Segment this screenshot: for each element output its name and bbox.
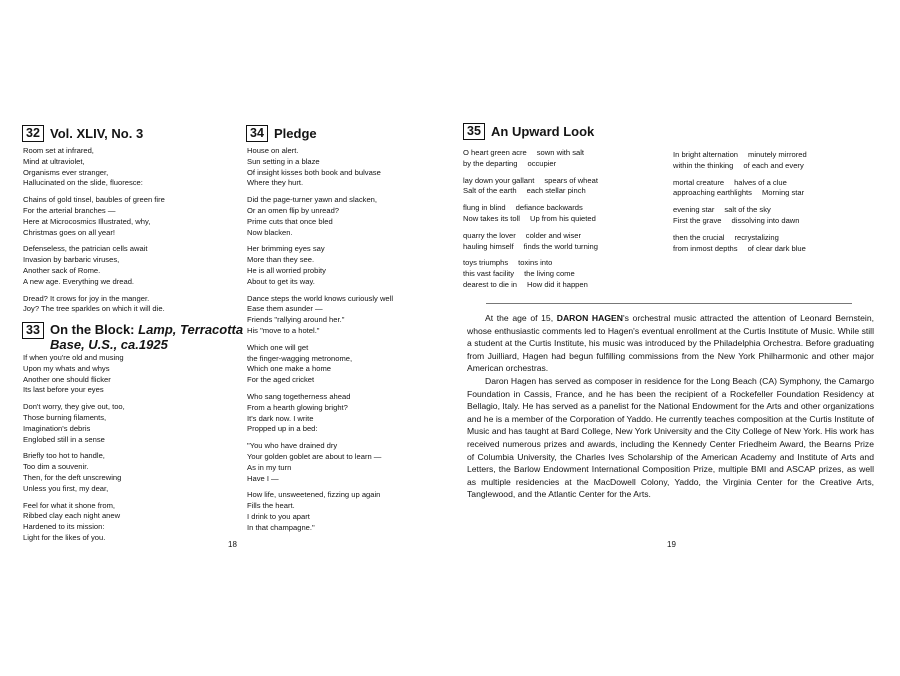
stanza [23, 402, 125, 445]
poem-line [463, 214, 598, 225]
phrase: toxins into [518, 258, 553, 268]
stanza [247, 490, 393, 533]
poem-34-heading [246, 125, 317, 142]
stanza [673, 205, 807, 227]
stanza [673, 178, 807, 200]
stanza [673, 150, 807, 172]
poem-35-right-text [673, 150, 807, 260]
divider-rule [486, 303, 852, 304]
poem-line: Dread? It crows for joy in the manger. [23, 293, 150, 303]
poem-line [463, 148, 598, 159]
poem-line: Where they hurt. [247, 178, 304, 188]
poem-line: Its last before your eyes [23, 385, 104, 395]
stanza [23, 501, 125, 544]
composer-bio [467, 312, 874, 501]
poem-33-heading [22, 322, 243, 352]
poem-line [673, 150, 807, 161]
poem-line: Dance steps the world knows curiously well [247, 293, 394, 303]
poem-34-title: Pledge [274, 126, 317, 141]
poem-line: Did the page-turner yawn and slacken, [247, 195, 378, 205]
phrase: the living come [524, 269, 575, 279]
poem-line: Propped up in a bed: [247, 424, 318, 434]
poem-line: Mind at ultraviolet, [23, 156, 85, 166]
stanza [247, 392, 393, 435]
phrase: Now takes its toll [463, 213, 520, 223]
phrase: minutely mirrored [748, 150, 807, 159]
stanza [247, 294, 393, 337]
phrase: defiance backwards [515, 203, 583, 213]
poem-line [673, 244, 807, 255]
poem-line: Hallucinated on the slide, fluoresce: [23, 178, 143, 188]
phrase: lay down your gallant [463, 175, 535, 185]
poem-35-heading [463, 123, 594, 140]
poem-line: Or an omen flip by unread? [247, 205, 340, 215]
poem-line: Another one should flicker [23, 374, 111, 384]
poem-line: Here at Microcosmics Illustrated, why, [23, 216, 151, 226]
phrase: quarry the lover [463, 230, 516, 240]
phrase: by the departing [463, 158, 518, 168]
phrase: salt of the sky [724, 205, 771, 215]
phrase: within the thinking [673, 160, 734, 170]
poem-32-text [23, 146, 165, 321]
phrase: sown with salt [536, 148, 585, 157]
poem-line [463, 176, 598, 187]
poem-line: I drink to you apart [247, 511, 310, 521]
stanza [673, 233, 807, 255]
poem-line: Prime cuts that once bled [247, 216, 333, 226]
poem-line: Englobed still in a sense [23, 434, 105, 444]
phrase: then the crucial [673, 232, 725, 242]
poem-line [673, 205, 807, 216]
poem-line [463, 269, 598, 280]
poem-line: Defenseless, the patrician cells await [23, 244, 148, 254]
phrase: flung in blind [463, 203, 506, 213]
poem-33-text [23, 353, 125, 550]
poem-line [463, 186, 598, 197]
poem-line: If when you're old and musing [23, 353, 124, 362]
poem-35-title: An Upward Look [491, 124, 595, 139]
poem-line: Hardened to its mission: [23, 522, 105, 532]
stanza [463, 176, 598, 198]
phrase: colder and wiser [525, 230, 582, 240]
poem-line: Which one will get [247, 342, 309, 352]
phrase: recrystalizing [734, 232, 779, 242]
poem-34-text [247, 146, 393, 540]
stanza [463, 258, 598, 290]
poem-line: House on alert. [247, 146, 299, 155]
phrase: mortal creature [673, 177, 725, 187]
poem-line: As in my turn [247, 462, 292, 472]
poem-line: Of insight kisses both book and bulvase [247, 167, 381, 177]
poem-line: Have I — [247, 473, 279, 483]
stanza [463, 148, 598, 170]
poem-line: Room set at infrared, [23, 146, 94, 155]
phrase: evening star [673, 205, 715, 215]
phrase: finds the world turning [523, 241, 598, 251]
poem-line: For the arterial branches — [23, 205, 116, 215]
stanza [23, 451, 125, 494]
bio-composer-name: DARON HAGEN [556, 313, 623, 323]
poem-line: the finger-wagging metronome, [247, 353, 353, 363]
poem-line: A new age. Everything we dread. [23, 276, 135, 286]
poem-line [673, 161, 807, 172]
phrase: occupier [527, 158, 557, 168]
stanza [247, 244, 393, 287]
phrase: First the grave [673, 215, 722, 225]
poem-line [673, 188, 807, 199]
poem-33-number: 33 [22, 322, 44, 339]
poem-line: Don't worry, they give out, too, [23, 402, 125, 412]
phrase: In bright alternation [673, 150, 739, 159]
poem-line: From a hearth glowing bright? [247, 402, 348, 412]
stanza [23, 294, 165, 316]
poem-line: Your golden goblet are about to learn — [247, 451, 382, 461]
poem-line [673, 216, 807, 227]
phrase: approaching earthlights [673, 188, 752, 198]
poem-line: How life, unsweetened, fizzing up again [247, 490, 381, 500]
stanza [23, 244, 165, 287]
poem-line: His "move to a hotel." [247, 325, 320, 335]
stanza [23, 353, 125, 396]
phrase: Up from his quieted [529, 213, 596, 223]
poem-line [463, 258, 598, 269]
poem-line: Invasion by barbaric viruses, [23, 255, 120, 265]
poem-line: Friends "rallying around her." [247, 315, 345, 325]
poem-line: Upon my whats and whys [23, 363, 110, 373]
poem-line: Chains of gold tinsel, baubles of green fire [23, 195, 165, 205]
poem-line [673, 178, 807, 189]
poem-line: Briefly too hot to handle, [23, 451, 105, 461]
stanza [247, 343, 393, 386]
phrase: O heart green acre [463, 148, 527, 157]
phrase: toys triumphs [463, 258, 509, 268]
bio-p1-intro: At the age of 15, [485, 313, 557, 323]
poem-line: Those burning filaments, [23, 412, 107, 422]
phrase: dissolving into dawn [731, 215, 800, 225]
phrase: of each and every [743, 160, 804, 170]
poem-line: For the aged cricket [247, 375, 315, 385]
poem-line: More than they see. [247, 255, 315, 265]
poem-33-title-plain: On the Block: [50, 322, 139, 337]
poem-line: Unless you first, my dear, [23, 483, 109, 493]
stanza [247, 146, 393, 189]
poem-32-title: Vol. XLIV, No. 3 [50, 126, 144, 141]
poem-line: Her brimming eyes say [247, 244, 325, 254]
poem-33-title-italic-2: Base, U.S., ca.1925 [50, 337, 168, 352]
poem-line: Sun setting in a blaze [247, 156, 320, 166]
poem-line: Imagination's debris [23, 423, 91, 433]
poem-line: "You who have drained dry [247, 441, 338, 451]
poem-line: Fills the heart. [247, 501, 295, 511]
poem-line: Ribbed clay each night anew [23, 511, 121, 521]
bio-paragraph-2: Daron Hagen has served as composer in residence for the Long Beach (CA) Symphony, the Camargo Foundation in Cassis, France, and he has been the recipient of a Rockefeller Foundation Residency at Bellagio, Italy. He has served as a panelist for the National Endowment for the Arts and other organizations and he is a member of the Corporation of Yaddo. He currently teaches composition at the Curtis Institute of Music and has taught at Bard College, New York University and the City College of New York. His work has received numerous prizes and awards, including the Kennedy Center Friedheim Award, the Bearns Prize of Columbia University, the Charles Ives Scholarship of the American Academy and Institute of Arts and Letters, the Barlow Endowment International Composition Prize, multiple BMI and ASCAP prizes, as well as multiple residencies at the MacDowell Colony, Yaddo, the Virginia Center for the Creative Arts, Tanglewood, and the Atlantic Center for the Arts. [467, 375, 874, 500]
poem-line: Which one make a home [247, 364, 331, 374]
stanza [247, 195, 393, 238]
phrase: Morning star [761, 188, 805, 198]
poem-line: Organisms ever stranger, [23, 167, 109, 177]
poem-line [673, 233, 807, 244]
stanza [463, 203, 598, 225]
phrase: dearest to die in [463, 279, 518, 289]
phrase: hauling himself [463, 241, 514, 251]
phrase: each stellar pinch [526, 186, 586, 196]
poem-line: Ease them asunder — [247, 304, 323, 314]
phrase: How did it happen [527, 279, 588, 289]
poem-32-heading [22, 125, 143, 142]
poem-line [463, 280, 598, 291]
poem-line: Too dim a souvenir. [23, 462, 89, 472]
poem-line: It's dark now. I write [247, 413, 314, 423]
poem-line: About to get its way. [247, 276, 315, 286]
poem-35-number: 35 [463, 123, 485, 140]
poem-34-number: 34 [246, 125, 268, 142]
page-number-left: 18 [228, 540, 237, 549]
stanza [463, 231, 598, 253]
phrase: halves of a clue [734, 177, 787, 187]
poem-line: Another sack of Rome. [23, 265, 101, 275]
poem-line: Who sang togetherness ahead [247, 391, 351, 401]
poem-line: Joy? The tree sparkles on which it will die. [23, 304, 165, 314]
poem-line: Christmas goes on all year! [23, 227, 116, 237]
stanza [23, 195, 165, 238]
poem-33-title-italic: Lamp, Terracotta [138, 322, 244, 337]
poem-line [463, 159, 598, 170]
poem-line [463, 242, 598, 253]
page-number-right: 19 [667, 540, 676, 549]
poem-line [463, 203, 598, 214]
poem-line: Feel for what it shone from, [23, 500, 116, 510]
poem-35-left-text [463, 148, 598, 297]
phrase: Salt of the earth [463, 186, 517, 196]
poem-line [463, 231, 598, 242]
phrase: this vast facility [463, 269, 515, 279]
stanza [247, 441, 393, 484]
poem-line: Now blacken. [247, 227, 293, 237]
stanza [23, 146, 165, 189]
phrase: of clear dark blue [747, 243, 806, 253]
phrase: from inmost depths [673, 243, 738, 253]
poem-32-number: 32 [22, 125, 44, 142]
poem-line: He is all worried probity [247, 265, 326, 275]
poem-line: Then, for the deft unscrewing [23, 472, 122, 482]
bio-paragraph-1 [467, 312, 874, 375]
poem-line: Light for the likes of you. [23, 532, 106, 542]
phrase: spears of wheat [544, 175, 598, 185]
poem-line: In that champagne." [247, 522, 315, 532]
bio-p1-body: 's orchestral music attracted the attention of Leonard Bernstein, whose enthusiastic comments led to Hagen's eventual enrollment at the Curtis Institute of Music. While still a student at the Curtis Institute, his music was introduced by the Philadelphia Orchestra. Before graduating from Juilliard, Hagen had begun fulfilling commissions from the New York Philharmonic and other major American orchestras. [467, 313, 875, 374]
